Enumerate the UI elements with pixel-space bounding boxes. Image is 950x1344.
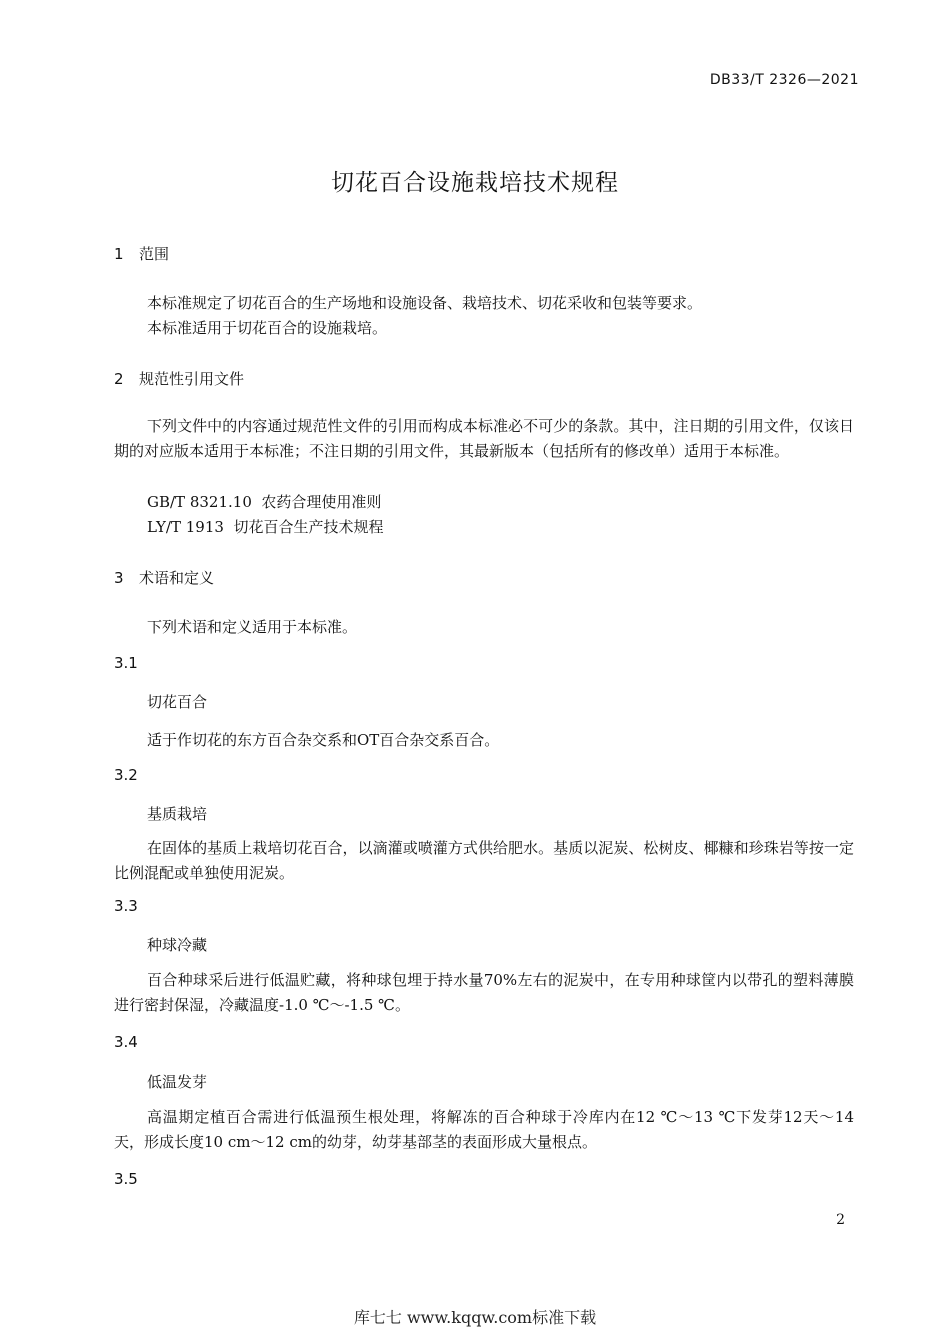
document-code: DB33/T 2326—2021: [709, 72, 859, 88]
term-number: 3.5: [114, 1170, 138, 1188]
document-title: 切花百合设施栽培技术规程: [331, 170, 619, 196]
term-number: 3.1: [114, 654, 138, 672]
section-3-heading: [114, 567, 214, 588]
term-definition: 在固体的基质上栽培切花百合，以滴灌或喷灌方式供给肥水。基质以泥炭、松树皮、椰糠和珍珠岩等按一定比例混配或单独使用泥炭。: [114, 839, 854, 882]
section-2-paragraph-1: 下列文件中的内容通过规范性文件的引用而构成本标准必不可少的条款。其中，注日期的引用文件，仅该日期的对应版本适用于本标准；不注日期的引用文件，其最新版本（包括所有的修改单）适用于本标准。: [114, 417, 854, 460]
page-number: 2: [836, 1212, 845, 1228]
section-2-heading: [114, 368, 244, 389]
section-title: 术语和定义: [139, 569, 215, 587]
term-name: 基质栽培: [147, 805, 208, 823]
term-definition: 高温期定植百合需进行低温预生根处理，将解冻的百合种球于冷库内在12 ℃～13 ℃下发芽12天～14 天，形成长度10 cm～12 cm的幼芽，幼芽基部茎的表面形成大量根点。: [114, 1108, 854, 1151]
term-definition: 百合种球采后进行低温贮藏，将种球包埋于持水量70%左右的泥炭中，在专用种球筐内以带孔的塑料薄膜进行密封保湿，冷藏温度-1.0 ℃～-1.5 ℃。: [114, 971, 854, 1014]
footer-watermark: 库七七 www.kqqw.com标准下载: [353, 1308, 597, 1327]
reference-lyt-1913: LY/T 1913 切花百合生产技术规程: [147, 518, 384, 536]
term-number: 3.4: [114, 1033, 138, 1051]
reference-gbt-8321: GB/T 8321.10 农药合理使用准则: [147, 493, 382, 511]
term-name: 低温发芽: [147, 1073, 208, 1091]
term-name: 种球冷藏: [147, 936, 208, 954]
term-definition: 适于作切花的东方百合杂交系和OT百合杂交系百合。: [147, 731, 500, 749]
section-1-paragraph-2: 本标准适用于切花百合的设施栽培。: [147, 319, 388, 337]
section-1-paragraph-1: 本标准规定了切花百合的生产场地和设施设备、栽培技术、切花采收和包装等要求。: [147, 294, 703, 312]
section-title: 规范性引用文件: [139, 370, 245, 388]
section-title: 范围: [139, 245, 170, 263]
section-number: 2: [114, 370, 124, 388]
section-3-paragraph-1: 下列术语和定义适用于本标准。: [147, 618, 358, 636]
section-number: 1: [114, 245, 124, 263]
term-number: 3.2: [114, 766, 138, 784]
term-number: 3.3: [114, 897, 138, 915]
section-number: 3: [114, 569, 124, 587]
section-1-heading: [114, 243, 169, 264]
term-name: 切花百合: [147, 693, 208, 711]
